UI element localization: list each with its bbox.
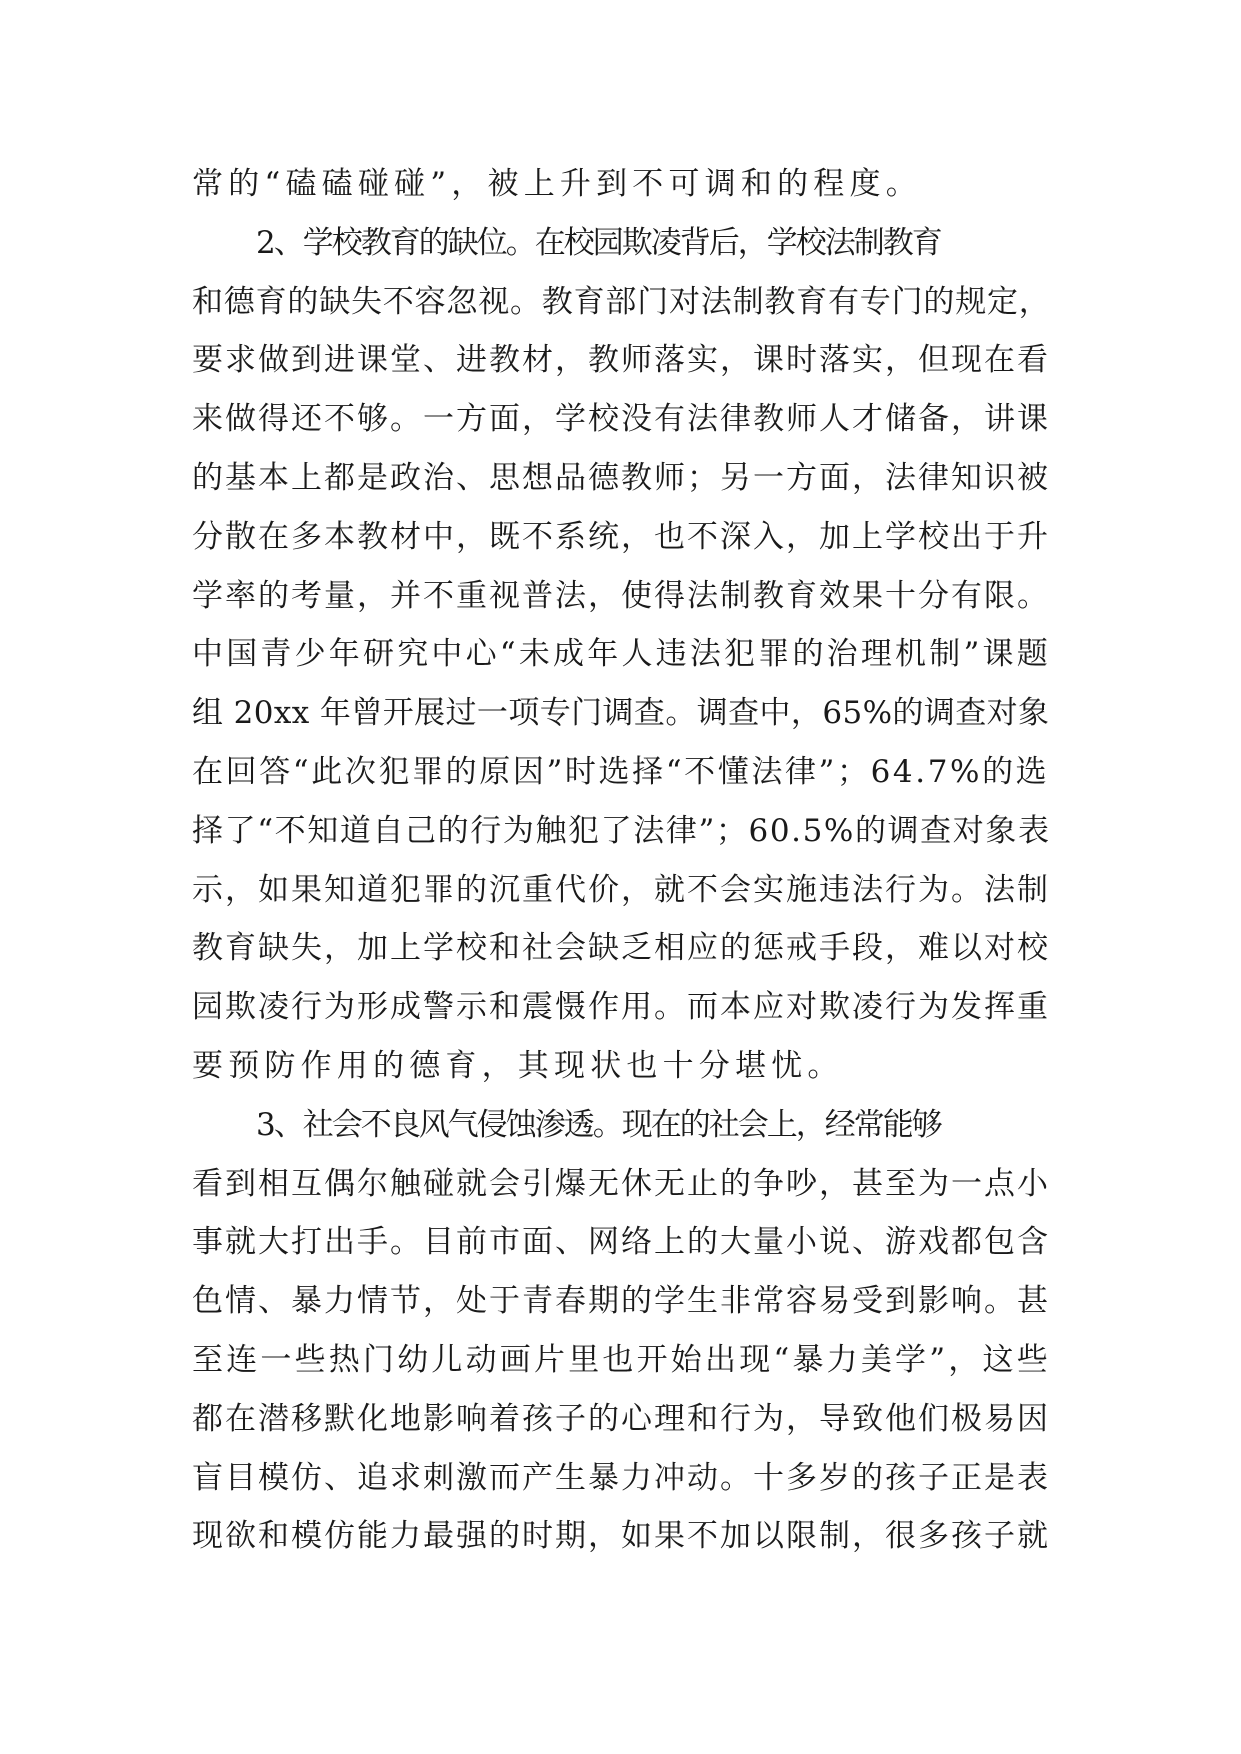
text-line: 常的“磕磕碰碰”，被上升到不可调和的程度。 — [192, 166, 922, 202]
text-line: 择了“不知道自己的行为触犯了法律”；60.5%的调查对象表 — [192, 812, 1051, 849]
text-line: 示，如果知道犯罪的沉重代价，就不会实施违法行为。法制 — [192, 871, 1050, 908]
text-line: 来做得还不够。一方面，学校没有法律教师人才储备，讲课 — [192, 401, 1050, 438]
text-line: 教育缺失，加上学校和社会缺乏相应的惩戒手段，难以对校 — [192, 930, 1050, 967]
text-line: 现欲和模仿能力最强的时期，如果不加以限制，很多孩子就 — [192, 1518, 1050, 1555]
text-line: 学率的考量，并不重视普法，使得法制教育效果十分有限。 — [192, 577, 1050, 614]
body-text — [192, 155, 1052, 1566]
text-line: 要求做到进课堂、进教材，教师落实，课时落实，但现在看 — [192, 342, 1050, 379]
text-line: 色情、暴力情节，处于青春期的学生非常容易受到影响。甚 — [192, 1283, 1050, 1320]
paragraph-first-line: 3、社会不良风气侵蚀渗透。现在的社会上，经常能够 — [256, 1106, 941, 1143]
text-line: 都在潜移默化地影响着孩子的心理和行为，导致他们极易因 — [192, 1400, 1050, 1437]
paragraph-first-line: 2、学校教育的缺位。在校园欺凌背后，学校法制教育 — [256, 224, 941, 261]
text-line: 的基本上都是政治、思想品德教师；另一方面，法律知识被 — [192, 459, 1050, 496]
text-line: 组 20xx 年曾开展过一项专门调查。调查中，65%的调查对象 — [192, 695, 1050, 732]
text-line: 中国青少年研究中心“未成年人违法犯罪的治理机制”课题 — [192, 636, 1051, 673]
text-line: 分散在多本教材中，既不系统，也不深入，加上学校出于升 — [192, 518, 1050, 555]
text-line: 园欺凌行为形成警示和震慑作用。而本应对欺凌行为发挥重 — [192, 989, 1050, 1026]
text-line: 至连一些热门幼儿动画片里也开始出现“暴力美学”，这些 — [192, 1341, 1051, 1378]
text-line: 盲目模仿、追求刺激而产生暴力冲动。十多岁的孩子正是表 — [192, 1459, 1050, 1496]
text-line: 在回答“此次犯罪的原因”时选择“不懂法律”；64.7%的选 — [192, 753, 1050, 790]
text-line: 事就大打出手。目前市面、网络上的大量小说、游戏都包含 — [192, 1224, 1050, 1261]
text-line: 和德育的缺失不容忽视。教育部门对法制教育有专门的规定， — [192, 283, 1051, 320]
text-line: 要预防作用的德育，其现状也十分堪忧。 — [192, 1047, 844, 1084]
text-line: 看到相互偶尔触碰就会引爆无休无止的争吵，甚至为一点小 — [192, 1165, 1050, 1202]
